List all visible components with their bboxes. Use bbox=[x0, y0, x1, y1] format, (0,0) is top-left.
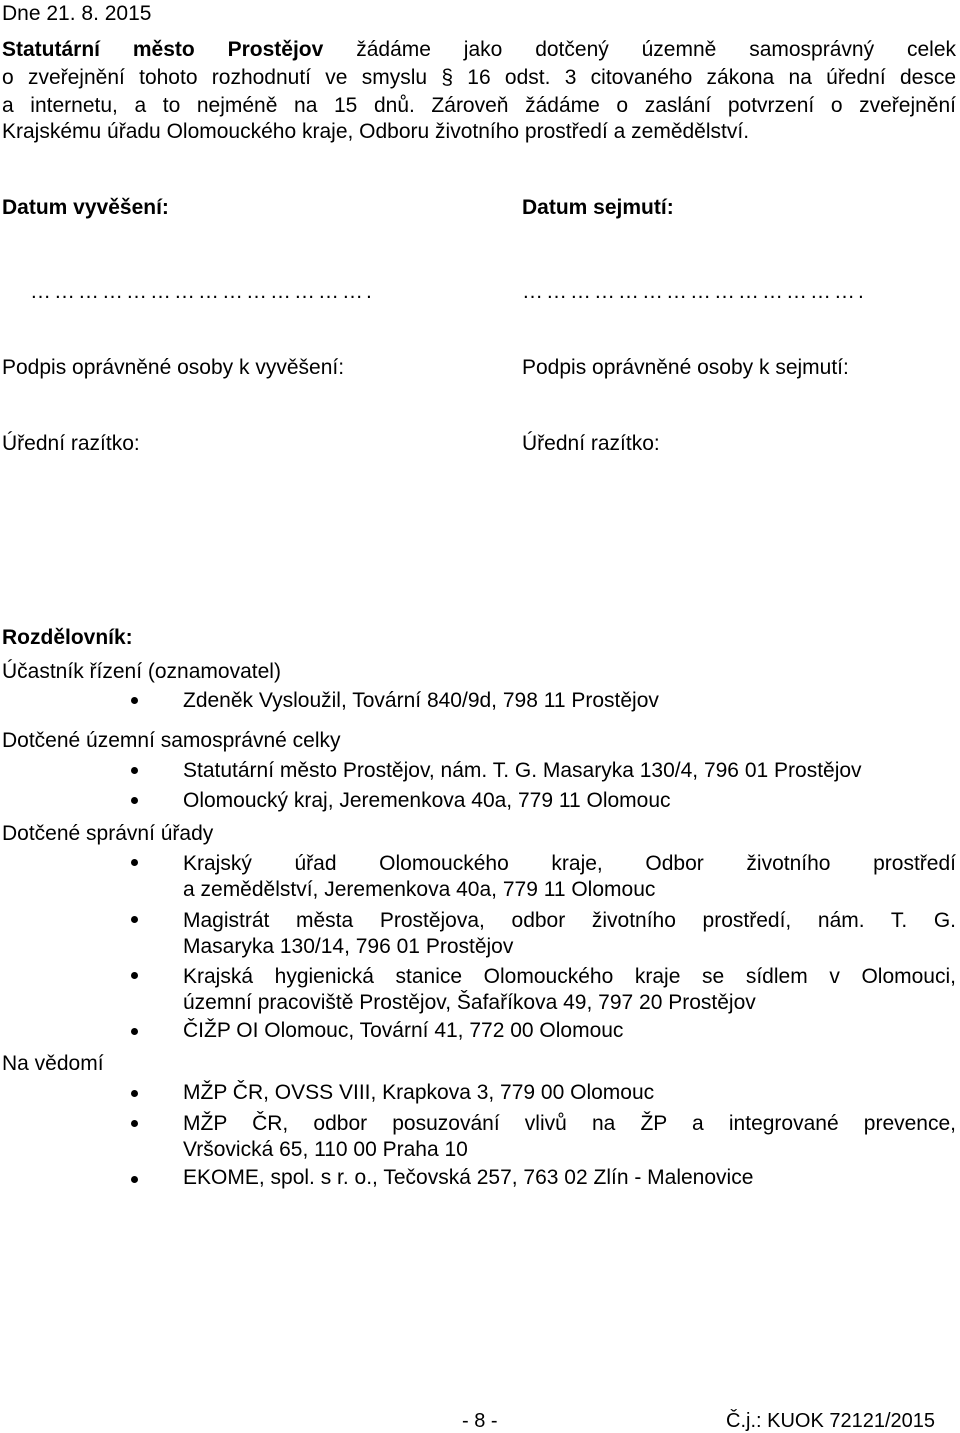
list-item-line: MŽP ČR, OVSS VIII, Krapkova 3, 779 00 Olomouc bbox=[183, 1081, 655, 1104]
date-posted-label: Datum vyvěšení: bbox=[2, 196, 169, 219]
list-item-line: a zemědělství, Jeremenkova 40a, 779 11 Olomouc bbox=[183, 878, 656, 901]
bullet bbox=[131, 1090, 138, 1097]
list-item-line: ČIŽP OI Olomouc, Tovární 41, 772 00 Olomouc bbox=[183, 1019, 624, 1042]
bullet bbox=[131, 1120, 138, 1127]
list-item: Olomoucký kraj, Jeremenkova 40a, 779 11 Olomouc bbox=[183, 789, 671, 812]
distribution-heading: Rozdělovník: bbox=[2, 626, 133, 649]
date-removed-label: Datum sejmutí: bbox=[522, 196, 674, 219]
city-name: Statutární město Prostějov bbox=[2, 38, 324, 61]
bullet bbox=[131, 1028, 138, 1035]
bullet bbox=[131, 1176, 138, 1183]
list-item-line: Masaryka 130/14, 796 01 Prostějov bbox=[183, 935, 514, 958]
intro-line-3: a internetu, a to nejméně na 15 dnů. Zároveň žádáme o zaslání potvrzení o zveřejnění bbox=[2, 94, 956, 117]
bullet bbox=[131, 697, 138, 704]
list-item: Statutární město Prostějov, nám. T. G. Masaryka 130/4, 796 01 Prostějov bbox=[183, 759, 862, 782]
document-date: Dne 21. 8. 2015 bbox=[2, 2, 152, 25]
group-selfgov-title: Dotčené územní samosprávné celky bbox=[2, 729, 341, 752]
intro-line-1 bbox=[2, 36, 956, 64]
reference-number: Č.j.: KUOK 72121/2015 bbox=[726, 1410, 936, 1432]
list-item-line: Vršovická 65, 110 00 Praha 10 bbox=[183, 1138, 468, 1161]
list-item-line: Krajská hygienická stanice Olomouckého kraje se sídlem v Olomouci, bbox=[183, 965, 956, 988]
list-item-line: Krajský úřad Olomouckého kraje, Odbor životního prostředí bbox=[183, 852, 956, 875]
date-removed-dotted-line: ……………………………………. bbox=[522, 280, 867, 303]
list-item-line: Magistrát města Prostějova, odbor životního prostředí, nám. T. G. bbox=[183, 909, 956, 932]
stamp-right-label: Úřední razítko: bbox=[522, 432, 660, 455]
intro-line-4: Krajskému úřadu Olomouckého kraje, Odboru životního prostředí a zemědělství. bbox=[2, 120, 750, 143]
bullet bbox=[131, 767, 138, 774]
bullet bbox=[131, 972, 138, 979]
group-participant-title: Účastník řízení (oznamovatel) bbox=[2, 660, 281, 683]
group-authorities-title: Dotčené správní úřady bbox=[2, 822, 214, 845]
bullet bbox=[131, 859, 138, 866]
intro-line-2: o zveřejnění tohoto rozhodnutí ve smyslu § 16 odst. 3 citovaného zákona na úřední desce bbox=[2, 66, 956, 89]
intro-line-1-rest: žádáme jako dotčený územně samosprávný celek bbox=[323, 38, 956, 61]
stamp-left-label: Úřední razítko: bbox=[2, 432, 140, 455]
sign-posted-label: Podpis oprávněné osoby k vyvěšení: bbox=[2, 356, 345, 379]
group-info-title: Na vědomí bbox=[2, 1052, 104, 1075]
bullet bbox=[131, 916, 138, 923]
list-item: Zdeněk Vysloužil, Tovární 840/9d, 798 11 Prostějov bbox=[183, 689, 659, 712]
page-number: - 8 - bbox=[462, 1410, 498, 1432]
bullet bbox=[131, 797, 138, 804]
list-item-line: územní pracoviště Prostějov, Šafaříkova 49, 797 20 Prostějov bbox=[183, 991, 756, 1014]
date-posted-dotted-line: ……………………………………. bbox=[30, 280, 375, 303]
list-item-line: EKOME, spol. s r. o., Tečovská 257, 763 02 Zlín - Malenovice bbox=[183, 1166, 754, 1189]
list-item-line: MŽP ČR, odbor posuzování vlivů na ŽP a integrované prevence, bbox=[183, 1112, 956, 1135]
sign-removed-label: Podpis oprávněné osoby k sejmutí: bbox=[522, 356, 849, 379]
